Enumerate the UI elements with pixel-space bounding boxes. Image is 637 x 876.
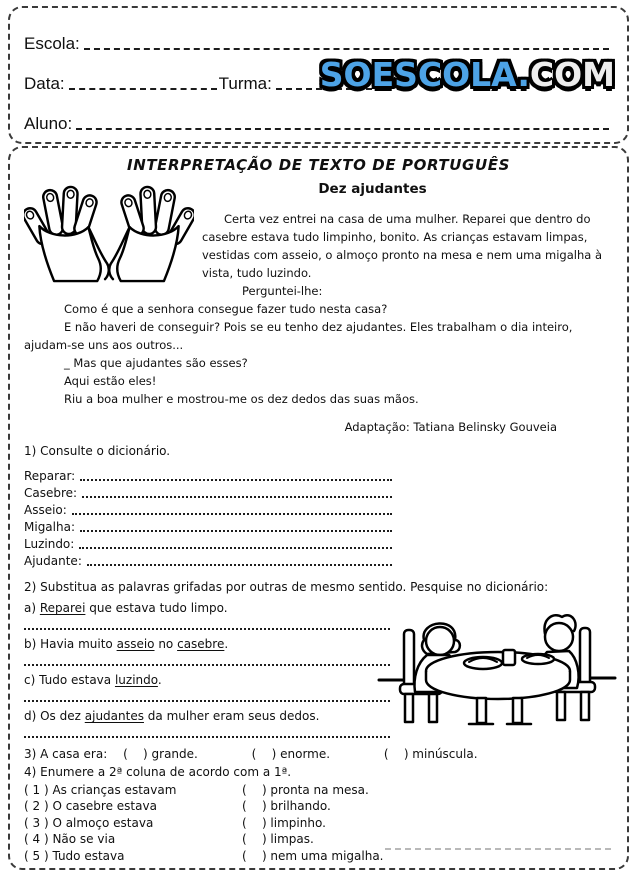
dictionary-word: Reparar:	[24, 469, 76, 483]
q3-option: ( ) enorme.	[251, 747, 331, 761]
answer-dotted-line	[72, 513, 392, 515]
question-1-label: 1) Consulte o dicionário.	[24, 444, 171, 458]
dictionary-row	[24, 483, 392, 500]
children-lunch-illustration	[377, 600, 617, 732]
aluno-row	[24, 96, 611, 136]
answer-dotted-line	[80, 530, 392, 532]
q4-left-item: ( 1 ) As crianças estavam	[24, 783, 177, 797]
q2-text: d) Os dez	[24, 709, 85, 723]
data-label: Data:	[24, 74, 65, 93]
answer-dotted-line	[24, 688, 390, 702]
story-paragraph: Certa vez entrei na casa de uma mulher. Reparei que dentro do casebre estava tudo limpinho, bonito. As crianças estavam limpas, vestidas com asseio, o almoço pronto na mesa e nem uma migalha à vista, tudo luzindo.	[202, 212, 603, 280]
question-1	[24, 444, 613, 568]
data-blank-line	[69, 88, 217, 90]
gray-dashed-artifact-line	[385, 848, 611, 850]
soescola-logo-main: SOESCOLA.	[319, 55, 530, 94]
turma-label: Turma:	[218, 74, 272, 93]
question-4-label: 4) Enumere a 2ª coluna de acordo com a 1ª.	[24, 765, 292, 779]
escola-row	[24, 16, 611, 56]
ten-fingers-hands-icon	[24, 182, 194, 284]
story-paragraph: Como é que a senhora consegue fazer tudo nesta casa?	[64, 302, 388, 316]
q4-row	[24, 798, 613, 814]
q4-left-item: ( 5 ) Tudo estava	[24, 848, 125, 863]
story-title: Dez ajudantes	[318, 181, 427, 197]
q4-left-item: ( 4 ) Não se via	[24, 832, 116, 847]
q4-row	[24, 815, 613, 831]
q4-right-item: ( ) limpinho.	[242, 815, 326, 830]
q4-left-item: ( 3 ) O almoço estava	[24, 815, 154, 830]
q2-underlined-word: Reparei	[39, 601, 86, 615]
dictionary-row	[24, 466, 392, 483]
q2-underlined-word: luzindo	[114, 673, 158, 687]
q2-text: b) Havia muito	[24, 637, 117, 651]
dictionary-row	[24, 517, 392, 534]
dictionary-row	[24, 500, 392, 517]
dictionary-word: Casebre:	[24, 486, 78, 500]
q2-text: .	[224, 637, 229, 651]
worksheet-box	[8, 146, 629, 870]
soescola-logo	[319, 55, 615, 94]
q4-row	[24, 848, 613, 864]
story-paragraph: Aqui estão eles!	[64, 374, 157, 388]
story-paragraph: _ Mas que ajudantes são esses?	[64, 356, 248, 370]
dictionary-word: Asseio:	[24, 503, 67, 517]
soescola-logo-tld: COM	[529, 55, 615, 94]
answer-dotted-line	[80, 479, 392, 481]
answer-dotted-line	[24, 724, 390, 738]
q3-option: ( ) minúscula.	[383, 747, 478, 761]
escola-blank-line	[84, 48, 609, 50]
answer-dotted-line	[24, 652, 390, 666]
school-header-box	[8, 6, 629, 144]
q4-right-item: ( ) nem uma migalha.	[242, 848, 384, 863]
answer-dotted-line	[82, 496, 392, 498]
escola-label: Escola:	[24, 34, 80, 53]
q2-underlined-word: asseio	[116, 637, 155, 651]
dictionary-word: Ajudante:	[24, 554, 82, 568]
story-paragraph: E não haveri de conseguir? Pois se eu tenho dez ajudantes. Eles trabalham o dia inteiro, ajudam-se uns aos outros...	[24, 320, 573, 352]
story-adaptation-credit: Adaptação: Tatiana Belinsky Gouveia	[344, 420, 557, 434]
q2-underlined-word: ajudantes	[84, 709, 144, 723]
q2-text: no	[154, 637, 178, 651]
dictionary-row	[24, 551, 392, 568]
dictionary-row	[24, 534, 392, 551]
story-paragraph: Perguntei-lhe:	[242, 284, 323, 298]
q4-right-item: ( ) brilhando.	[242, 799, 331, 814]
dictionary-word: Migalha:	[24, 520, 75, 534]
q2-text: da mulher eram seus dedos.	[143, 709, 320, 723]
question-2-label: 2) Substitua as palavras grifadas por outras de mesmo sentido. Pesquise no dicionário:	[24, 580, 549, 594]
q3-option: ( ) grande.	[123, 747, 198, 761]
worksheet-title: INTERPRETAÇÃO DE TEXTO DE PORTUGUÊS	[127, 156, 510, 174]
q2-underlined-word: casebre	[177, 637, 225, 651]
question-3	[24, 747, 613, 761]
dictionary-word: Luzindo:	[24, 537, 75, 551]
answer-dotted-line	[79, 547, 392, 549]
q2-text: c) Tudo estava	[24, 673, 115, 687]
q4-row	[24, 831, 613, 847]
q4-right-item: ( ) limpas.	[242, 832, 314, 847]
aluno-label: Aluno:	[24, 114, 73, 133]
q4-left-item: ( 2 ) O casebre estava	[24, 799, 157, 814]
q4-right-item: ( ) pronta na mesa.	[242, 783, 369, 797]
q2-text: a)	[24, 601, 40, 615]
question-3-label: 3) A casa era:	[24, 747, 108, 761]
answer-dotted-line	[24, 616, 390, 630]
q4-row	[24, 782, 613, 798]
q2-text: que estava tudo limpo.	[85, 601, 228, 615]
answer-dotted-line	[87, 564, 392, 566]
story-paragraph: Riu a boa mulher e mostrou-me os dez dedos das suas mãos.	[64, 392, 419, 406]
q2-text: .	[157, 673, 162, 687]
aluno-blank-line	[76, 128, 609, 130]
